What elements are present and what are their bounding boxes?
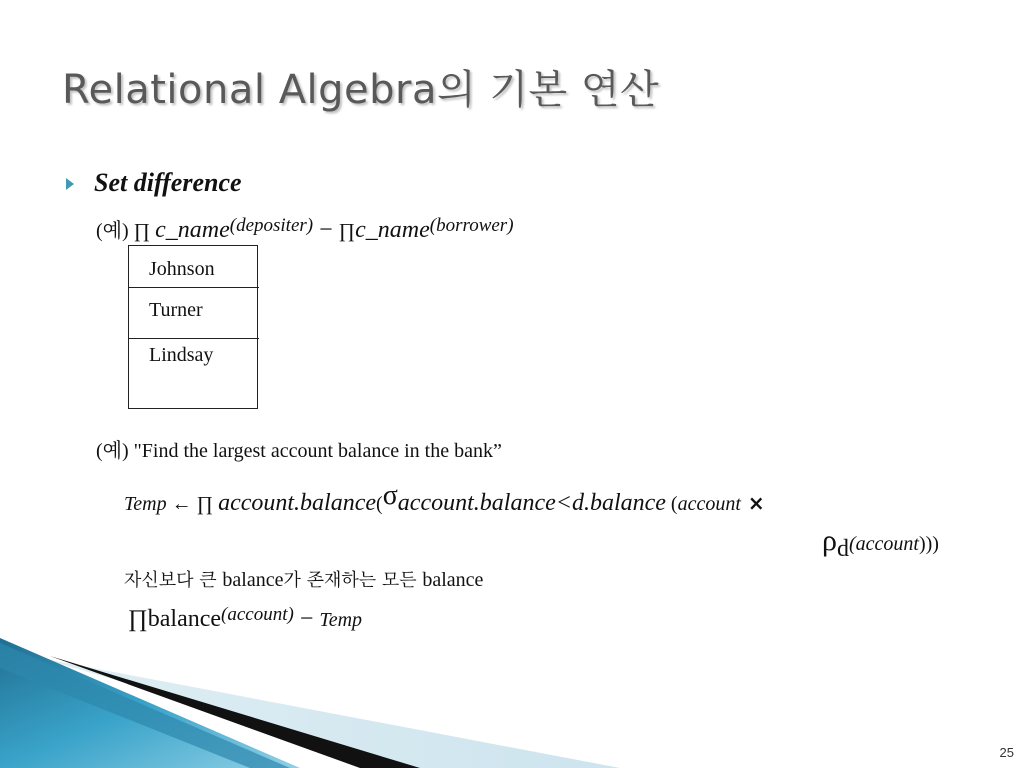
rename-symbol: ρ xyxy=(822,524,837,557)
table-row: Johnson xyxy=(149,258,215,280)
projection-symbol: ∏ xyxy=(133,220,156,242)
assign-arrow: ← ∏ xyxy=(166,493,219,515)
description-ko-2: 가 존재하는 모든 xyxy=(283,570,423,591)
description-word-2: balance xyxy=(422,569,484,591)
table-divider xyxy=(129,338,259,339)
table-row: Lindsay xyxy=(149,344,214,366)
projection-attribute: account.balance xyxy=(218,490,377,516)
result-formula xyxy=(128,604,362,633)
projection-attribute-2: c_name xyxy=(355,217,430,243)
relation-borrower: (borrower) xyxy=(429,215,514,236)
relation-account: (account) xyxy=(221,604,294,625)
example2-question: "Find the largest account balance in the bank” xyxy=(133,440,502,462)
result-table xyxy=(128,245,258,409)
minus-operator: − xyxy=(313,217,339,243)
temp-formula xyxy=(124,480,765,517)
projection-symbol: ∏ xyxy=(128,606,148,632)
open-paren-2: ( xyxy=(665,493,678,515)
bullet-heading: Set difference xyxy=(94,168,242,197)
slide-title: Relational Algebra의 기본 연산 xyxy=(62,67,660,113)
temp-label: Temp xyxy=(319,609,363,631)
minus-operator: − xyxy=(293,606,320,632)
cartesian-product-operator: × xyxy=(740,491,765,515)
projection-attribute: balance xyxy=(147,606,222,632)
example2-prefix: (예) xyxy=(96,440,134,462)
selection-condition: account.balance<d.balance xyxy=(397,490,666,516)
relation-depositer: (depositer) xyxy=(229,215,314,236)
description-ko-1: 자신보다 큰 xyxy=(124,570,223,591)
projection-attribute: c_name xyxy=(155,217,230,243)
rename-relation: (account xyxy=(848,533,919,555)
open-paren: ( xyxy=(376,493,383,515)
selection-symbol: σ xyxy=(382,480,398,511)
page-number: 25 xyxy=(999,745,1014,760)
decorative-swoosh xyxy=(0,638,620,768)
example1-expression xyxy=(96,214,514,244)
relation-account: account xyxy=(677,493,741,515)
rename-formula xyxy=(822,524,939,563)
rename-alias: d xyxy=(836,536,849,562)
table-divider xyxy=(129,287,259,288)
projection-symbol-2: ∏ xyxy=(338,220,356,242)
description-word-1: balance xyxy=(222,569,284,591)
temp-label: Temp xyxy=(124,493,167,515)
example2-line xyxy=(96,434,502,463)
example1-prefix: (예) xyxy=(96,220,134,242)
closing-parens: ))) xyxy=(918,533,939,555)
table-row: Turner xyxy=(149,299,203,321)
description-line xyxy=(124,566,483,592)
bullet-arrow-icon xyxy=(66,178,74,190)
